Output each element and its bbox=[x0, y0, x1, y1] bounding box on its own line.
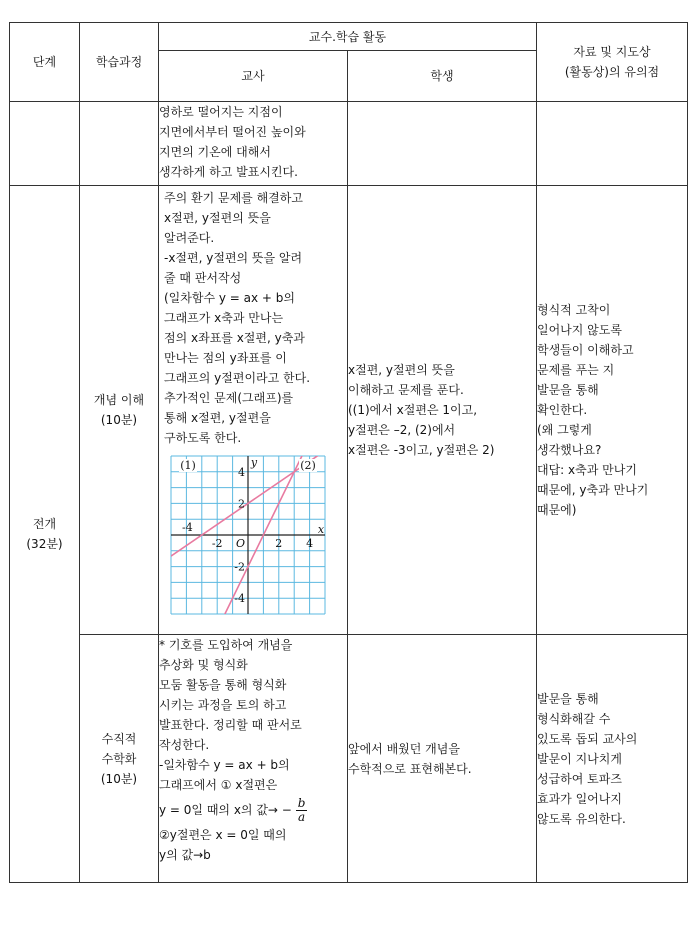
row1-notes-line: 일어나지 않도록 bbox=[537, 323, 622, 337]
header-process: 학습과정 bbox=[80, 23, 159, 102]
row1-notes-line: 형식적 고착이 bbox=[537, 303, 611, 317]
origin-label: O bbox=[235, 537, 245, 550]
row2-teacher-line: * 기호를 도입하여 개념을 bbox=[159, 638, 293, 652]
row2-teacher-line: ②y절편은 x = 0일 때의 bbox=[159, 828, 287, 842]
fraction-denominator: a bbox=[297, 810, 306, 824]
stage-cell bbox=[10, 186, 80, 883]
row2-formula bbox=[159, 795, 347, 825]
y-tick-label: 2 bbox=[238, 497, 245, 511]
y-tick-label: 4 bbox=[238, 465, 245, 479]
header-notes-line1: 자료 및 지도상 bbox=[573, 45, 651, 59]
row1-notes-line: 학생들이 이해하고 bbox=[537, 343, 634, 357]
row2-teacher-line: 시키는 과정을 토의 하고 bbox=[159, 698, 287, 712]
row2-student bbox=[348, 635, 537, 883]
header-stage: 단계 bbox=[10, 23, 80, 102]
row1-notes-line: 때문에, y축과 만나기 bbox=[537, 483, 649, 497]
y-tick-label: -4 bbox=[234, 592, 245, 606]
header-activities: 교수.학습 활동 bbox=[159, 23, 537, 51]
row2-student-line: 앞에서 배웠던 개념을 bbox=[348, 741, 460, 756]
row1-notes-line: (왜 그렇게 bbox=[537, 423, 592, 437]
row1-teacher-line: 구하도록 한다. bbox=[164, 431, 242, 445]
row2-notes-line: 발문이 지나치게 bbox=[537, 751, 622, 766]
row1-notes-line: 발문을 통해 bbox=[537, 383, 599, 397]
header-student: 학생 bbox=[348, 51, 537, 102]
header-notes bbox=[537, 23, 688, 102]
header-notes-line2: (활동상)의 유의점 bbox=[564, 65, 660, 79]
row1-teacher-line: 알려준다. bbox=[164, 231, 215, 245]
row1-teacher bbox=[159, 186, 348, 635]
lesson-plan-table bbox=[9, 22, 688, 883]
row1-notes-line: 문제를 푸는 지 bbox=[537, 363, 615, 377]
row1-notes bbox=[537, 186, 688, 635]
row2-process bbox=[80, 635, 159, 883]
x-tick-label: 4 bbox=[306, 537, 314, 550]
row1-process-time: (10분) bbox=[100, 413, 138, 427]
intercept-graph bbox=[169, 454, 327, 616]
row0-stage bbox=[10, 102, 80, 186]
stage-time: (32분) bbox=[26, 537, 63, 551]
row2-teacher-line: 그래프에서 ① x절편은 bbox=[159, 778, 278, 792]
row1-student-line: y절편은 –2, (2)에서 bbox=[348, 423, 456, 437]
row2-formula-prefix: y = 0일 때의 x의 값→ − bbox=[159, 803, 292, 817]
row2-teacher-line: 작성한다. bbox=[159, 738, 210, 752]
row2-notes-line: 형식화해갈 수 bbox=[537, 711, 611, 726]
row2-notes-line: 성급하여 토파즈 bbox=[537, 771, 622, 786]
row2-teacher-line: -일차함수 y = ax + b의 bbox=[159, 758, 290, 772]
row1-notes-line: 확인한다. bbox=[537, 403, 588, 417]
row2-notes-line: 있도록 돕되 교사의 bbox=[537, 731, 638, 746]
row1-teacher-line: 그래프가 x축과 만나는 bbox=[164, 311, 284, 325]
header-teacher: 교사 bbox=[159, 51, 348, 102]
row2-process-line2: 수학화 bbox=[101, 751, 137, 766]
y-axis-label: y bbox=[250, 456, 258, 469]
row1-teacher-line: 통해 x절편, y절편을 bbox=[164, 411, 271, 425]
row2-notes-line: 않도록 유의한다. bbox=[537, 811, 626, 826]
row0-notes bbox=[537, 102, 688, 186]
row2-fraction bbox=[296, 797, 308, 824]
row1-notes-line: 생각했나요? bbox=[537, 443, 602, 457]
row2-teacher-line: 모둠 활동을 통해 형식화 bbox=[159, 678, 287, 692]
row2-process-line1: 수직적 bbox=[101, 731, 137, 746]
graph-label-1: (1) bbox=[180, 459, 196, 472]
row1-teacher-line: (일차함수 y = ax + b의 bbox=[164, 291, 295, 305]
row1-teacher-line: 점의 x좌표를 x절편, y축과 bbox=[164, 331, 305, 345]
y-tick-label: -2 bbox=[234, 560, 245, 574]
row1-teacher-line: 그래프의 y절편이라고 한다. bbox=[164, 371, 311, 385]
row2-student-line: 수학적으로 표현해본다. bbox=[348, 761, 472, 776]
row0-teacher-line: 생각하게 하고 발표시킨다. bbox=[159, 165, 298, 179]
row0-process bbox=[80, 102, 159, 186]
row2-teacher-line: y의 값→b bbox=[159, 848, 211, 862]
row1-teacher-line: x절편, y절편의 뜻을 bbox=[164, 211, 271, 225]
row2-teacher-line: 추상화 및 형식화 bbox=[159, 658, 248, 672]
graph-label-2: (2) bbox=[300, 459, 316, 472]
row1-teacher-line: -x절편, y절편의 뜻을 알려 bbox=[164, 251, 303, 265]
row2-teacher bbox=[159, 635, 348, 883]
x-tick-label: -4 bbox=[182, 521, 193, 534]
x-tick-label: 2 bbox=[275, 537, 283, 550]
row2-process-time: (10분) bbox=[100, 771, 138, 786]
row1-student-line: ((1)에서 x절편은 1이고, bbox=[348, 403, 478, 417]
row1-process-label: 개념 이해 bbox=[93, 393, 145, 407]
row1-student-line: x절편, y절편의 뜻을 bbox=[348, 363, 455, 377]
x-axis-label: x bbox=[317, 523, 325, 536]
row1-student bbox=[348, 186, 537, 635]
fraction-numerator: b bbox=[297, 796, 306, 810]
row0-teacher-line: 지면에서부터 떨어진 높이와 bbox=[159, 125, 306, 139]
row1-teacher-line: 만나는 점의 y좌표를 이 bbox=[164, 351, 287, 365]
row2-notes-line: 효과가 일어나지 bbox=[537, 791, 622, 806]
row2-notes-line: 발문을 통해 bbox=[537, 691, 599, 706]
graph-container bbox=[159, 448, 347, 621]
row1-student-line: 이해하고 문제를 푼다. bbox=[348, 383, 464, 397]
row1-teacher-line: 주의 환기 문제를 해결하고 bbox=[164, 191, 303, 205]
row0-teacher-line: 영하로 떨어지는 지점이 bbox=[159, 105, 283, 119]
row1-teacher-line: 추가적인 문제(그래프)를 bbox=[164, 391, 294, 405]
row0-teacher bbox=[159, 102, 348, 186]
row2-notes bbox=[537, 635, 688, 883]
row0-teacher-line: 지면의 기온에 대해서 bbox=[159, 145, 271, 159]
row2-teacher-line: 발표한다. 정리할 때 판서로 bbox=[159, 718, 302, 732]
row0-student bbox=[348, 102, 537, 186]
row1-notes-line: 때문에) bbox=[537, 503, 577, 517]
row1-teacher-line: 줄 때 판서작성 bbox=[164, 271, 242, 285]
stage-label: 전개 bbox=[32, 517, 57, 531]
row1-notes-line: 대답: x축과 만나기 bbox=[537, 463, 637, 477]
row1-process bbox=[80, 186, 159, 635]
x-tick-label: -2 bbox=[211, 537, 223, 550]
row1-student-line: x절편은 -3이고, y절편은 2) bbox=[348, 443, 495, 457]
